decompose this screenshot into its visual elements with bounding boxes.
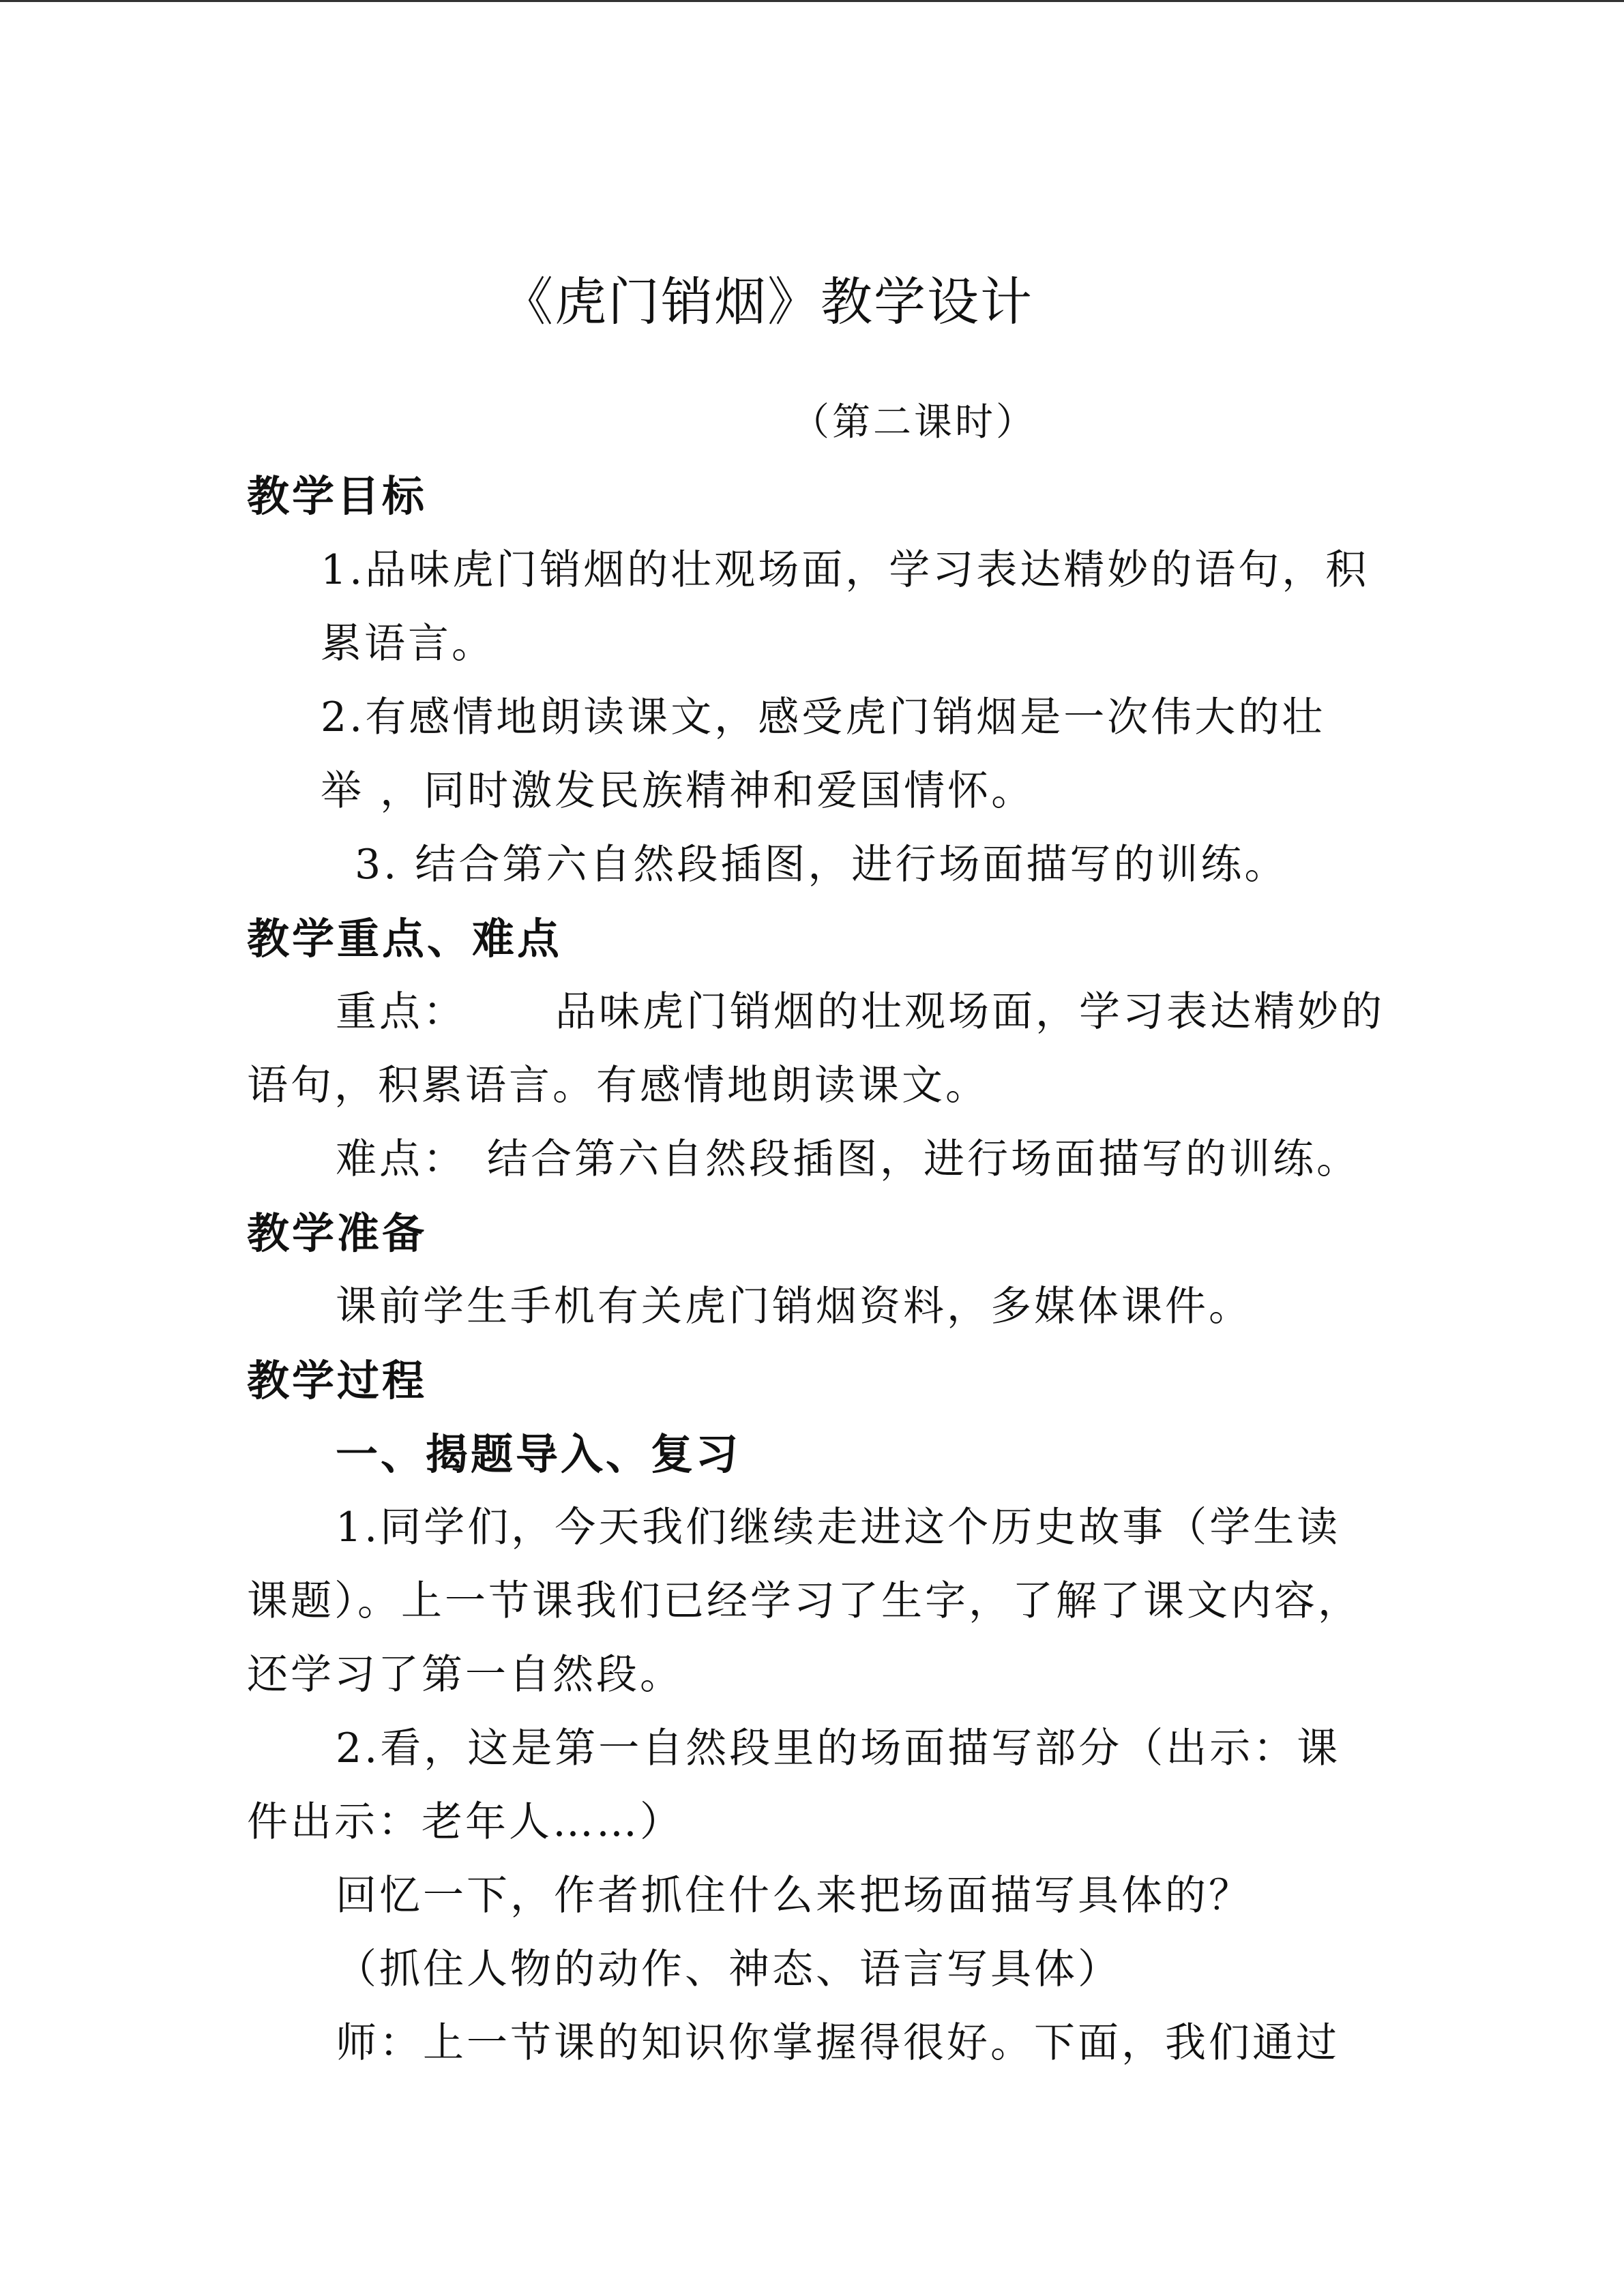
objectives-heading: 教学目标 (247, 471, 428, 521)
objective-2-line-1: 2.有感情地朗读课文，感受虎门销烟是一次伟大的壮 (321, 694, 1326, 741)
key-point-line-1 (336, 988, 1385, 1036)
objective-2-line-2: 举 ，同时激发民族精神和爱国情怀。 (321, 767, 1035, 815)
document-subtitle: （第二课时） (791, 400, 1037, 445)
process-p2-line-2: 件出示：老年人……） (247, 1798, 683, 1846)
process-p4: （抓住人物的动作、神态、语言写具体） (336, 1945, 1121, 1993)
process-p2-line-1: 2.看，这是第一自然段里的场面描写部分（出示：课 (336, 1725, 1341, 1772)
process-p5: 师：上一节课的知识你掌握得很好。下面，我们通过 (336, 2019, 1340, 2067)
process-heading: 教学过程 (247, 1356, 428, 1405)
key-point-line-2: 语句，积累语言。有感情地朗读课文。 (247, 1062, 989, 1109)
process-p3: 回忆一下，作者抓住什么来把场面描写具体的？ (336, 1872, 1252, 1920)
objective-3: 3. 结合第六自然段插图，进行场面描写的训练。 (355, 841, 1288, 889)
difficulty-line (336, 1135, 1360, 1183)
document-title: 《虎门销烟》教学设计 (501, 271, 1033, 332)
process-p1-line-1: 1.同学们，今天我们继续走进这个历史故事（学生读 (336, 1504, 1341, 1551)
key-points-heading: 教学重点、难点 (247, 914, 563, 964)
difficulty-text: 结合第六自然段插图，进行场面描写的训练。 (487, 1135, 1360, 1183)
key-point-label: 重点： (336, 988, 467, 1036)
process-p1-line-3: 还学习了第一自然段。 (247, 1651, 683, 1699)
preparation-text: 课前学生手机有关虎门销烟资料，多媒体课件。 (336, 1283, 1252, 1330)
page-top-border (0, 0, 1624, 2)
preparation-heading: 教学准备 (247, 1208, 428, 1258)
process-section-1-heading: 一、揭题导入、复习 (336, 1429, 741, 1479)
objective-1-line-2: 累语言。 (321, 620, 495, 668)
difficulty-label: 难点： (336, 1135, 467, 1183)
objective-1-line-1: 1.品味虎门销烟的壮观场面，学习表达精妙的语句，积 (321, 546, 1370, 594)
key-point-text: 品味虎门销烟的壮观场面，学习表达精妙的 (555, 988, 1385, 1036)
process-p1-line-2: 课题）。上一节课我们已经学习了生字，了解了课文内容， (247, 1577, 1361, 1625)
